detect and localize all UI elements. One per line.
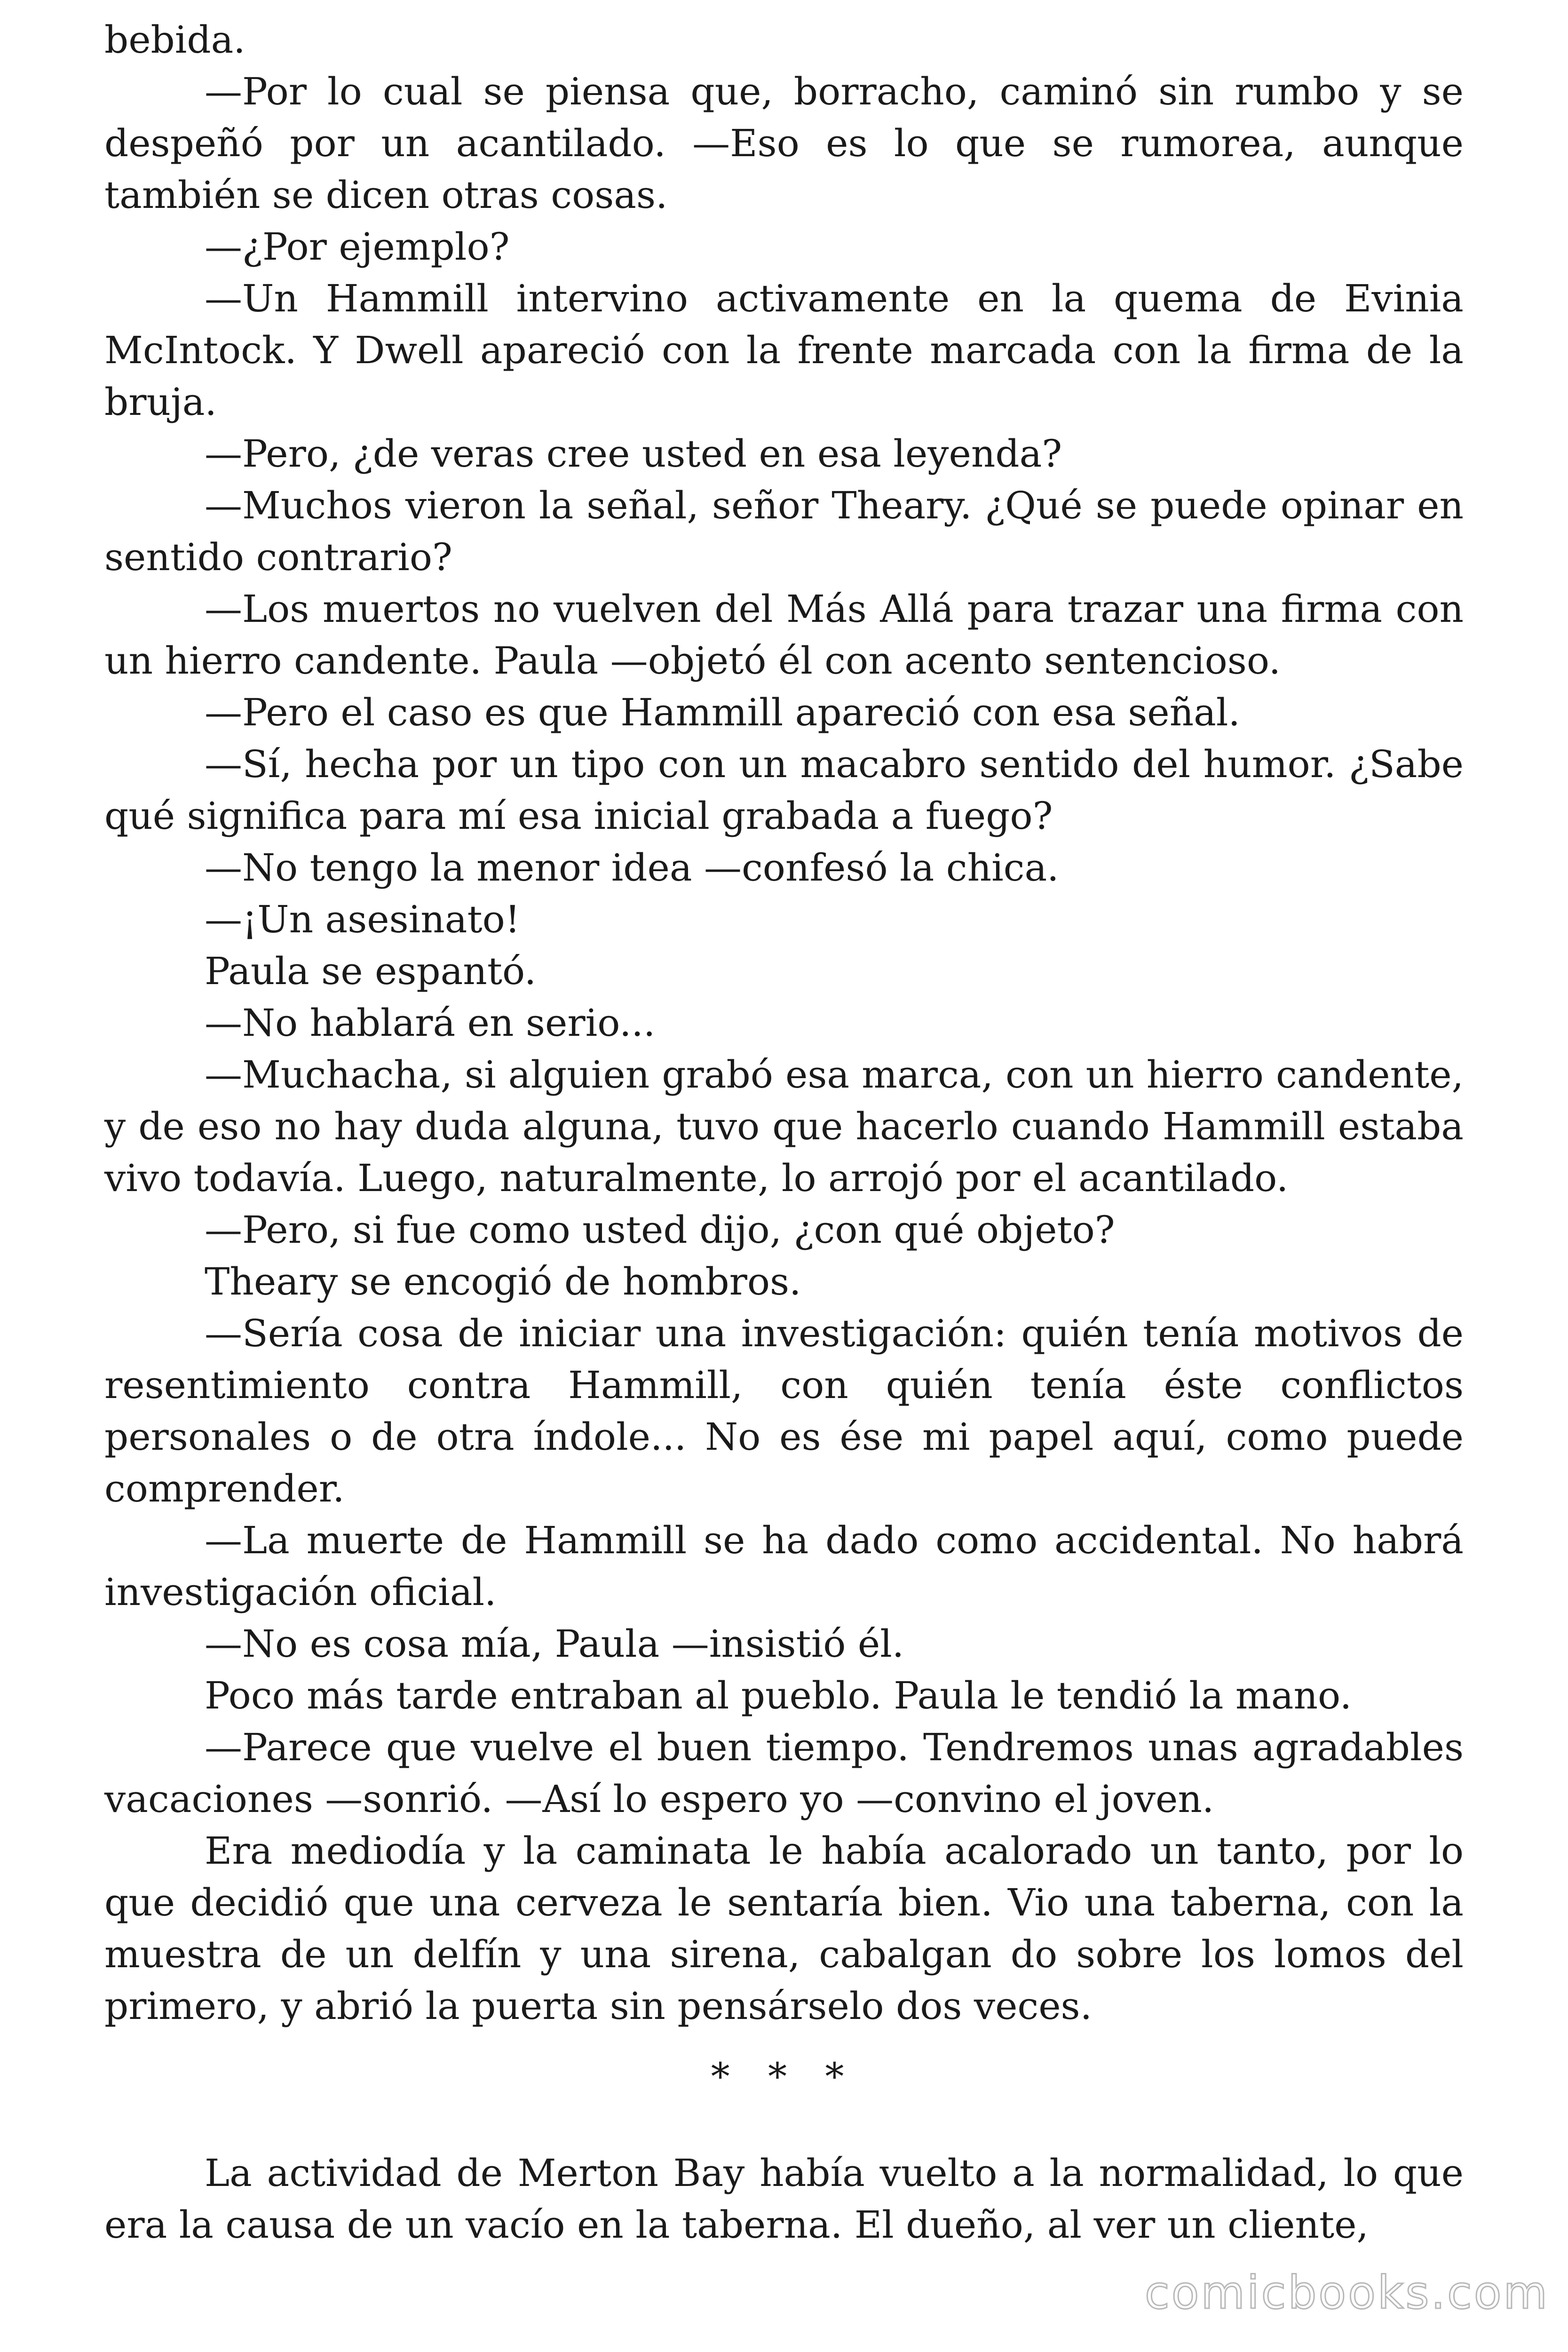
paragraph: —Parece que vuelve el buen tiempo. Tendremos unas agradables vacaciones —sonrió. —Así lo espero yo —convino el joven.	[104, 1725, 1464, 1821]
paragraph: bebida.	[104, 18, 245, 62]
paragraph: Era mediodía y la caminata le había acalorado un tanto, por lo que decidió que una cerveza le sentaría bien. Vio una taberna, con la muestra de un delfín y una sirena, cabalgan do sobre los lomos del primero, y abrió la puerta sin pensárselo dos veces.	[104, 1829, 1464, 2028]
watermark-logo: comicbooks.com	[1144, 2266, 1549, 2319]
paragraph: —Muchacha, si alguien grabó esa marca, con un hierro candente, y de eso no hay duda alguna, tuvo que hacerlo cuando Hammill estaba vivo todavía. Luego, naturalmente, lo arrojó por el acantilado.	[104, 1053, 1464, 1200]
page-body	[104, 14, 1464, 2251]
paragraph: —Pero, ¿de veras cree usted en esa leyenda?	[205, 432, 1062, 476]
paragraph: Paula se espantó.	[205, 949, 537, 993]
paragraph: —No hablará en serio...	[205, 1001, 656, 1045]
paragraph: La actividad de Merton Bay había vuelto a la normalidad, lo que era la causa de un vacío en la taberna. El dueño, al ver un cliente,	[104, 2151, 1464, 2247]
paragraph: —Pero el caso es que Hammill apareció con esa señal.	[205, 691, 1240, 734]
text-block-before	[104, 14, 1464, 2032]
paragraph: —No es cosa mía, Paula —insistió él.	[205, 1622, 904, 1666]
paragraph: —Sería cosa de iniciar una investigación: quién tenía motivos de resentimiento contra Hammill, con quién tenía éste conflictos personales o de otra índole... No es ése mi papel aquí, como puede comprender.	[104, 1311, 1464, 1510]
paragraph: —La muerte de Hammill se ha dado como accidental. No habrá investigación oficial.	[104, 1518, 1464, 1614]
text-block-after	[104, 2147, 1464, 2251]
paragraph: —¿Por ejemplo?	[205, 225, 510, 269]
paragraph: —Un Hammill intervino activamente en la quema de Evinia McIntock. Y Dwell apareció con la frente marcada con la firma de la bruja.	[104, 277, 1464, 424]
paragraph: —Sí, hecha por un tipo con un macabro sentido del humor. ¿Sabe qué significa para mí esa inicial grabada a fuego?	[104, 742, 1464, 838]
paragraph: —Los muertos no vuelven del Más Allá para trazar una firma con un hierro candente. Paula —objetó él con acento sentencioso.	[104, 587, 1464, 683]
paragraph: —Muchos vieron la señal, señor Theary. ¿Qué se puede opinar en sentido contrario?	[104, 484, 1464, 579]
paragraph: —Por lo cual se piensa que, borracho, caminó sin rumbo y se despeñó por un acantilado. —Eso es lo que se rumorea, aunque también se dicen otras cosas.	[104, 70, 1464, 217]
paragraph: Poco más tarde entraban al pueblo. Paula le tendió la mano.	[205, 1674, 1352, 1717]
scene-break-separator: * * *	[711, 2055, 857, 2098]
paragraph: —¡Un asesinato!	[205, 898, 520, 941]
paragraph: Theary se encogió de hombros.	[205, 1260, 801, 1303]
paragraph: —No tengo la menor idea —confesó la chica.	[205, 846, 1059, 890]
paragraph: —Pero, si fue como usted dijo, ¿con qué objeto?	[205, 1208, 1115, 1252]
